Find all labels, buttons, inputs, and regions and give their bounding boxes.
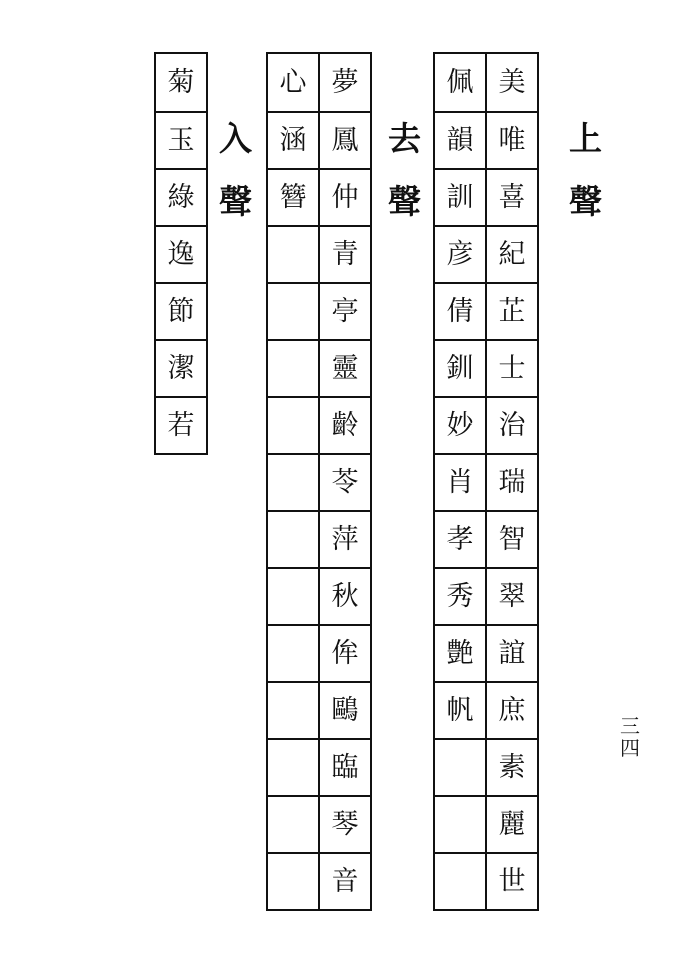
grid-cell	[268, 795, 318, 852]
grid-cell: 佩	[446, 67, 474, 98]
grid-cell: 秋	[320, 567, 370, 624]
grid-cell	[268, 624, 318, 681]
section-label-shangsheng	[569, 119, 602, 221]
grid-cell: 麗	[487, 795, 537, 852]
grid-cell: 心	[279, 67, 307, 98]
grid-cell	[268, 510, 318, 567]
grid-cell: 靈	[320, 339, 370, 396]
grid-cell: 節	[156, 282, 206, 339]
grid-cell: 芷	[487, 282, 537, 339]
grid-cell: 治	[487, 396, 537, 453]
grid-cell	[268, 339, 318, 396]
grid-cell: 萍	[320, 510, 370, 567]
grid-cell: 青	[320, 225, 370, 282]
grid-cell: 帆	[435, 681, 485, 738]
grid-cell	[268, 738, 318, 795]
grid-cell	[268, 396, 318, 453]
grid-cell: 韻	[435, 111, 485, 168]
page-number-char: 四	[620, 736, 640, 760]
grid-cell: 綠	[156, 168, 206, 225]
section-label-qusheng	[388, 119, 421, 221]
grid-cell: 士	[487, 339, 537, 396]
grid-cell: 若	[156, 396, 206, 453]
grid-column	[268, 54, 318, 909]
grid-cell: 音	[320, 852, 370, 909]
page-number-char: 三	[620, 714, 640, 738]
grid-cell	[435, 738, 485, 795]
grid-cell	[268, 567, 318, 624]
grid-cell: 鷗	[320, 681, 370, 738]
grid-cell	[268, 852, 318, 909]
section-label-rusheng	[219, 119, 252, 221]
label-char: 上	[569, 119, 602, 158]
grid-cell: 鳳	[320, 111, 370, 168]
grid-column	[435, 54, 485, 909]
grid-cell: 潔	[156, 339, 206, 396]
grid-cell: 簪	[268, 168, 318, 225]
grid-cell: 妙	[435, 396, 485, 453]
grid-cell: 苓	[320, 453, 370, 510]
grid-cell: 美	[498, 67, 526, 98]
grid-cell: 智	[487, 510, 537, 567]
grid-cell: 肖	[435, 453, 485, 510]
label-char: 聲	[219, 182, 252, 221]
grid-column	[156, 54, 206, 453]
label-char: 去	[388, 119, 421, 158]
character-grid-shangsheng	[433, 52, 539, 911]
grid-cell: 倩	[435, 282, 485, 339]
character-grid-rusheng	[154, 52, 208, 455]
page-number	[620, 716, 640, 758]
grid-cell: 訓	[435, 168, 485, 225]
grid-cell	[268, 453, 318, 510]
grid-cell: 唯	[487, 111, 537, 168]
grid-cell	[268, 225, 318, 282]
grid-cell: 誼	[487, 624, 537, 681]
grid-cell	[435, 852, 485, 909]
grid-cell: 庶	[487, 681, 537, 738]
label-char: 入	[219, 119, 252, 158]
grid-cell: 彦	[435, 225, 485, 282]
grid-cell: 秀	[435, 567, 485, 624]
grid-cell: 臨	[320, 738, 370, 795]
grid-cell: 釧	[435, 339, 485, 396]
grid-cell: 亭	[320, 282, 370, 339]
grid-cell: 琴	[320, 795, 370, 852]
label-char: 聲	[569, 182, 602, 221]
label-char: 聲	[388, 182, 421, 221]
grid-cell	[268, 681, 318, 738]
grid-cell: 仲	[320, 168, 370, 225]
grid-cell: 孝	[435, 510, 485, 567]
grid-cell: 素	[487, 738, 537, 795]
grid-cell: 艶	[435, 624, 485, 681]
grid-cell: 玉	[156, 111, 206, 168]
grid-cell: 翠	[487, 567, 537, 624]
grid-cell	[435, 795, 485, 852]
grid-column	[485, 54, 537, 909]
grid-column	[318, 54, 370, 909]
grid-cell: 喜	[487, 168, 537, 225]
grid-cell: 瑞	[487, 453, 537, 510]
grid-cell: 齡	[320, 396, 370, 453]
grid-cell: 世	[487, 852, 537, 909]
grid-cell: 紀	[487, 225, 537, 282]
grid-cell: 菊	[167, 67, 195, 98]
character-grid-qusheng	[266, 52, 372, 911]
grid-cell: 涵	[268, 111, 318, 168]
grid-cell: 夢	[331, 67, 359, 98]
grid-cell: 侔	[320, 624, 370, 681]
grid-cell	[268, 282, 318, 339]
grid-cell: 逸	[156, 225, 206, 282]
